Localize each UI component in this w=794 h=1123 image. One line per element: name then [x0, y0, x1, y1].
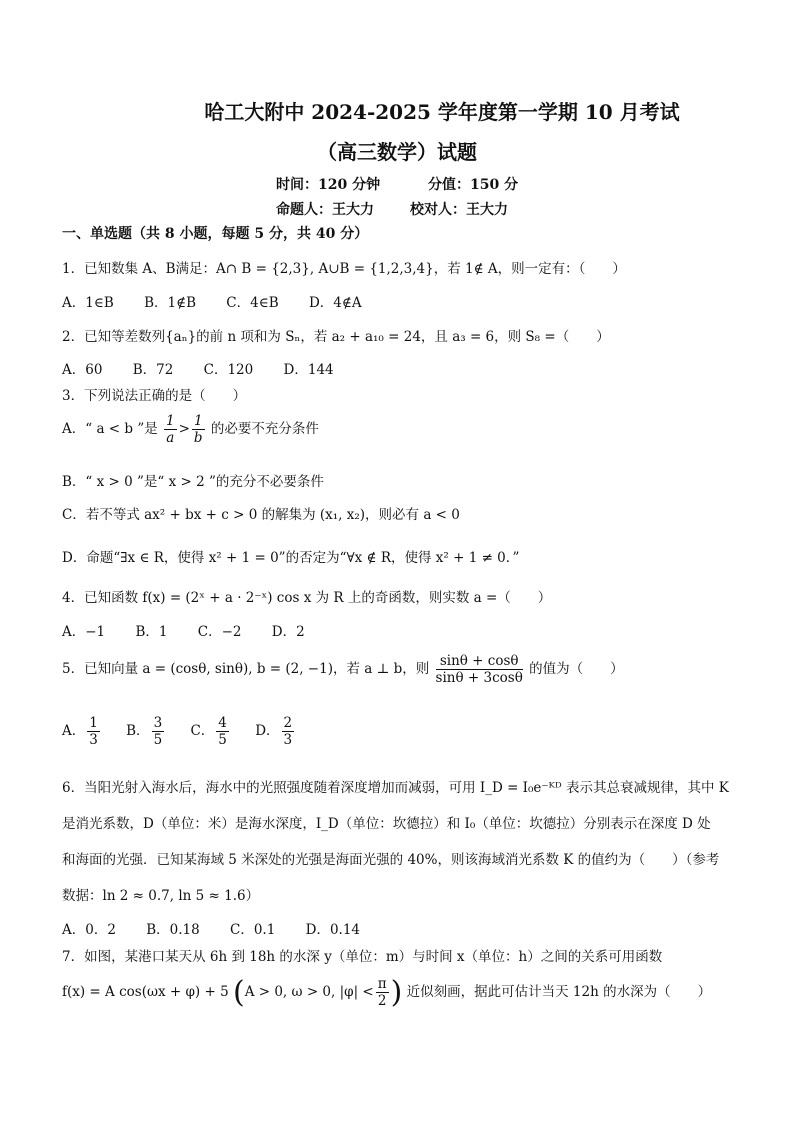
q5-fraction: [436, 653, 523, 686]
q1-option-a: A．1∈B: [62, 295, 114, 311]
exam-time: 时间：120 分钟: [276, 177, 381, 193]
question-1-stem: 1．已知数集 A、B满足：A∩ B = {2,3}, A∪B = {1,2,3,4}，若 1∉ A，则一定有：（ ）: [62, 261, 626, 277]
q6-option-a: A．0．2: [62, 922, 116, 938]
q4-option-c: C．−2: [197, 624, 242, 640]
q7-condition: A > 0, ω > 0, |φ| <: [244, 984, 374, 1000]
q4-option-d: D．2: [271, 624, 305, 640]
fraction-1-over-b: $\frac{1}{b}$: [193, 413, 203, 446]
question-5-options: [62, 715, 296, 748]
q7-line-2-post: 近似刻画，据此可估计当天 12h 的水深为（ ）: [406, 984, 712, 1000]
question-7-line-2: [62, 975, 711, 1010]
question-5-stem: [62, 653, 624, 686]
question-3-option-d: D．命题“∃x ∈ R，使得 x² + 1 = 0”的否定为“∀x ∉ R，使得 x² + 1 ≠ 0．”: [62, 550, 520, 566]
question-3-option-a: A．“ a < b ”是 $\frac{1}{a}$ > $\frac{1}{b}$ 的必要不充分条件: [62, 413, 319, 446]
q2-option-c: C．120: [203, 362, 254, 378]
q6-line-3: 和海面的光强．已知某海域 5 米深处的光强是海面光强的 40%，则该海域消光系数 K 的值约为（ ）（参考: [62, 852, 720, 868]
question-6-options: [62, 918, 386, 938]
q3-option-a-pre: A．“ a < b ”是: [62, 421, 158, 437]
q5-fraction-numerator: sinθ + cosθ: [436, 653, 523, 670]
q4-option-a: A．−1: [62, 624, 106, 640]
q7-function: f(x) = A cos(ωx + φ) + 5: [62, 984, 229, 1000]
question-3-option-b: B．“ x > 0 ”是“ x > 2 ”的充分不必要条件: [62, 474, 324, 490]
q2-option-a: A．60: [62, 362, 103, 378]
q6-option-b: B．0.18: [146, 922, 200, 938]
question-3-stem: 3．下列说法正确的是（ ）: [62, 388, 247, 404]
exam-author: 命题人：王大力: [276, 202, 374, 218]
question-4-stem: 4．已知函数 f(x) = (2ˣ + a · 2⁻ˣ) cos x 为 R 上的奇函数，则实数 a =（ ）: [62, 590, 552, 606]
exam-title: 哈工大附中 2024-2025 学年度第一学期 10 月考试: [204, 100, 680, 124]
q6-option-d: D．0.14: [305, 922, 361, 938]
question-2-stem: 2．已知等差数列{aₙ}的前 n 项和为 Sₙ，若 a₂ + a₁₀ = 24，且 a₃ = 6，则 S₈ =（ ）: [62, 329, 610, 345]
q6-line-4: 数据：ln 2 ≈ 0.7, ln 5 ≈ 1.6）: [62, 888, 260, 904]
q7-left-paren: (: [232, 975, 245, 1010]
q1-option-d: D．4∉A: [308, 295, 362, 311]
q7-right-paren: ): [390, 975, 403, 1010]
section-heading: 一、单选题（共 8 小题，每题 5 分，共 40 分）: [62, 226, 369, 242]
q5-option-c: C． $\frac{4}{5}$: [190, 715, 227, 748]
q1-option-b: B．1∉B: [144, 295, 196, 311]
q6-line-2: 是消光系数，D（单位：米）是海水深度，I_D（单位：坎德拉）和 I₀（单位：坎德拉）分别表示在深度 D 处: [62, 816, 711, 832]
q4-option-b: B．1: [135, 624, 168, 640]
q5-option-b: B． $\frac{3}{5}$: [126, 715, 163, 748]
exam-score: 分值：150 分: [428, 177, 519, 193]
q5-fraction-denominator: sinθ + 3cosθ: [435, 670, 523, 686]
q5-option-a: A． $\frac{1}{3}$: [62, 715, 98, 748]
question-2-options: [62, 358, 360, 378]
q2-option-d: D．144: [283, 362, 334, 378]
question-3-option-c: C．若不等式 ax² + bx + c > 0 的解集为 (x₁, x₂)，则必有 a < 0: [62, 507, 460, 523]
exam-checker: 校对人：王大力: [410, 202, 508, 218]
question-4-options: [62, 620, 331, 640]
q2-option-b: B．72: [132, 362, 174, 378]
question-1-options: [62, 291, 388, 311]
q6-line-1: 6．当阳光射入海水后，海水中的光照强度随着深度增加而减弱，可用 I_D = I₀e⁻ᴷᴰ 表示其总衰减规律，其中 K: [62, 780, 729, 796]
q6-option-c: C．0.1: [230, 922, 276, 938]
q5-stem-pre: 5．已知向量 a = (cosθ, sinθ), b = (2, −1)，若 a ⊥ b，则: [62, 661, 430, 677]
q3-option-a-post: 的必要不充分条件: [210, 421, 319, 437]
question-6-stem: [62, 770, 734, 914]
q7-pi-over-2: $\frac{\pi}{2}$: [377, 976, 387, 1009]
fraction-1-over-a: $\frac{1}{a}$: [166, 413, 175, 446]
question-7-line-1: 7．如图，某港口某天从 6h 到 18h 的水深 y（单位：m）与时间 x（单位：h）之间的关系可用函数: [62, 949, 663, 965]
q5-option-d: D． $\frac{2}{3}$: [255, 715, 293, 748]
exam-subtitle: （高三数学）试题: [317, 140, 477, 164]
q1-option-c: C．4∈B: [226, 295, 279, 311]
q5-stem-post: 的值为（ ）: [529, 661, 624, 677]
